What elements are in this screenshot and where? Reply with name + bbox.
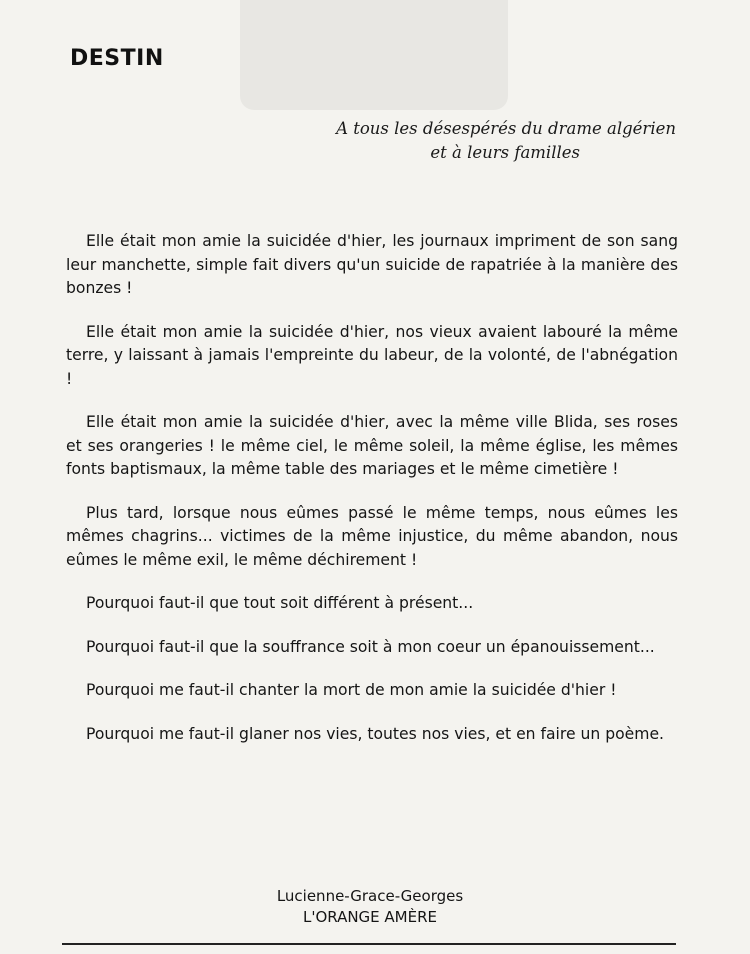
dedication [256, 117, 676, 165]
dedication-line: A tous les désespérés du drame algérien [336, 119, 676, 138]
ghost-banner [240, 0, 508, 110]
poem-title: DESTIN [70, 46, 164, 71]
bottom-divider [62, 943, 676, 945]
paragraph: Elle était mon amie la suicidée d'hier, avec la même ville Blida, ses roses et ses orangeries ! le même ciel, le même soleil, la même église, les mêmes fonts baptismaux, la même table des mariages et le même cimetière ! [66, 413, 678, 478]
work-title: L'ORANGE AMÈRE [302, 908, 438, 926]
dedication-line: et à leurs familles [430, 143, 580, 162]
paragraph: Elle était mon amie la suicidée d'hier, nos vieux avaient labouré la même terre, y laissant à jamais l'empreinte du labeur, de la volonté, de l'abnégation ! [66, 322, 678, 388]
author-name: Lucienne-Grace-Georges [276, 887, 464, 905]
paragraph: Plus tard, lorsque nous eûmes passé le même temps, nous eûmes les mêmes chagrins... victimes de la même injustice, du même abandon, nous eûmes le même exil, le même déchirement ! [66, 503, 678, 569]
paragraph: Pourquoi faut-il que la souffrance soit à mon coeur un épanouissement... [86, 637, 655, 656]
paragraph: Pourquoi faut-il que tout soit différent à présent... [86, 594, 474, 612]
paragraph: Elle était mon amie la suicidée d'hier, les journaux impriment de son sang leur manchette, simple fait divers qu'un suicide de rapatriée à la manière des bonzes ! [66, 232, 678, 297]
paragraph: Pourquoi me faut-il chanter la mort de mon amie la suicidée d'hier ! [86, 681, 617, 699]
poem-body [66, 230, 678, 766]
signature [200, 886, 540, 928]
paragraph: Pourquoi me faut-il glaner nos vies, toutes nos vies, et en faire un poème. [86, 724, 664, 743]
